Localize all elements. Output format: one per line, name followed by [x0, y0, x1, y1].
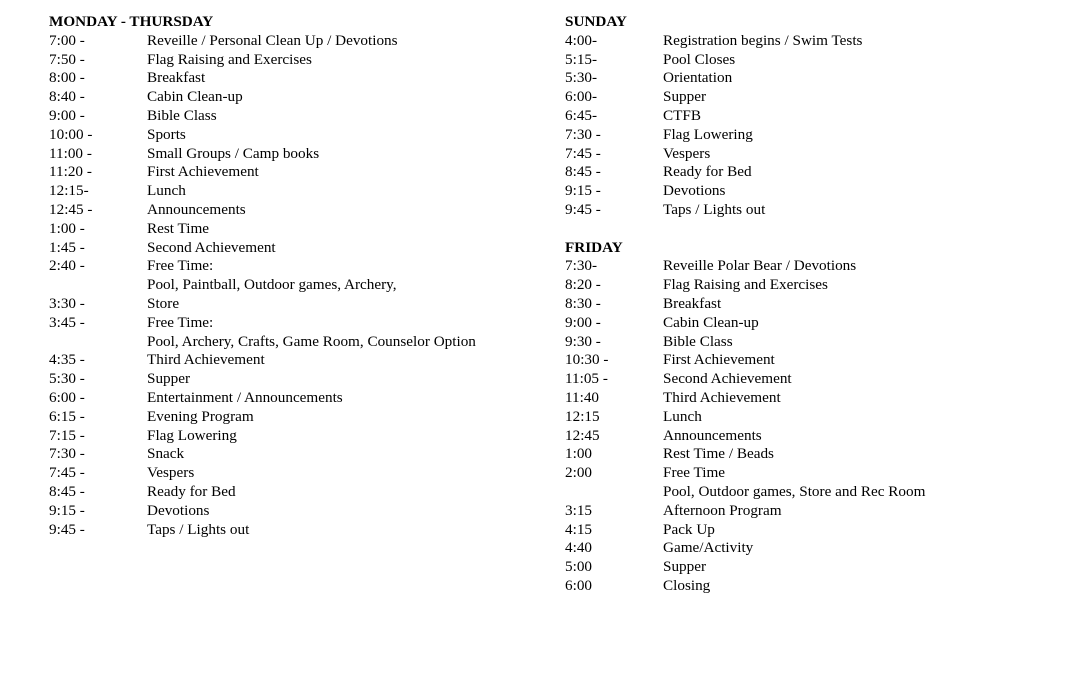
schedule-time: 5:00 — [565, 558, 593, 576]
schedule-time: 11:20 - — [49, 163, 92, 181]
schedule-time — [49, 333, 147, 352]
schedule-time: 12:15 — [565, 407, 600, 425]
schedule-row — [49, 370, 539, 389]
schedule-row — [565, 483, 1065, 502]
schedule-activity: Afternoon Program — [663, 501, 782, 519]
monday-thursday-schedule — [49, 32, 539, 540]
schedule-row — [49, 464, 539, 483]
schedule-time: 6:45- — [565, 106, 598, 124]
schedule-activity: Store — [147, 294, 180, 312]
schedule-activity: Rest Time — [147, 219, 210, 237]
schedule-time: 9:00 - — [565, 313, 601, 331]
schedule-activity: Rest Time / Beads — [663, 445, 774, 463]
schedule-time — [49, 276, 147, 295]
schedule-time: 9:15 - — [565, 182, 601, 200]
schedule-time: 8:00 - — [49, 69, 85, 87]
schedule-activity: Snack — [147, 445, 185, 463]
schedule-activity: Closing — [663, 576, 711, 594]
schedule-activity: Breakfast — [663, 294, 722, 312]
schedule-activity: Lunch — [663, 407, 702, 425]
schedule-row — [565, 502, 1065, 521]
schedule-time: 4:35 - — [49, 351, 85, 369]
sunday-friday-column — [565, 13, 1065, 596]
schedule-time: 7:50 - — [49, 50, 85, 68]
schedule-activity: Flag Raising and Exercises — [147, 50, 312, 68]
schedule-time: 9:45 - — [565, 200, 601, 218]
schedule-time: 7:15 - — [49, 426, 85, 444]
friday-heading: FRIDAY — [565, 238, 623, 256]
schedule-row — [49, 445, 539, 464]
schedule-activity: Entertainment / Announcements — [147, 388, 343, 406]
schedule-time: 11:05 - — [565, 370, 608, 388]
schedule-row — [565, 69, 1065, 88]
schedule-row — [49, 408, 539, 427]
schedule-activity: Devotions — [663, 182, 726, 200]
schedule-time: 5:30- — [565, 69, 598, 87]
schedule-time: 8:45 - — [565, 163, 601, 181]
schedule-activity: Sports — [147, 125, 186, 143]
schedule-row — [565, 201, 1065, 220]
schedule-row — [565, 539, 1065, 558]
schedule-time: 10:00 - — [49, 125, 93, 143]
schedule-activity: Ready for Bed — [663, 163, 752, 181]
schedule-row — [565, 370, 1065, 389]
schedule-activity: Third Achievement — [147, 351, 265, 369]
schedule-time: 9:45 - — [49, 520, 85, 538]
schedule-activity: Bible Class — [147, 106, 217, 124]
schedule-activity: Bible Class — [663, 332, 733, 350]
schedule-activity: Pool, Paintball, Outdoor games, Archery, — [147, 276, 397, 294]
schedule-time: 2:00 — [565, 464, 593, 482]
schedule-activity: Small Groups / Camp books — [147, 144, 320, 162]
schedule-row — [49, 483, 539, 502]
schedule-activity: Breakfast — [147, 69, 206, 87]
schedule-time: 9:30 - — [565, 332, 601, 350]
schedule-row — [565, 558, 1065, 577]
schedule-activity: Reveille Polar Bear / Devotions — [663, 257, 857, 275]
schedule-row — [49, 32, 539, 51]
schedule-activity: Flag Lowering — [147, 426, 237, 444]
schedule-row — [49, 88, 539, 107]
schedule-row — [49, 427, 539, 446]
schedule-activity: Free Time: — [147, 257, 214, 275]
schedule-activity: Supper — [147, 370, 191, 388]
schedule-time — [565, 483, 663, 502]
schedule-row — [49, 257, 539, 276]
schedule-time: 6:00- — [565, 88, 598, 106]
schedule-time: 7:00 - — [49, 31, 85, 49]
schedule-time: 7:45 - — [49, 464, 85, 482]
schedule-row — [565, 445, 1065, 464]
schedule-activity: Orientation — [663, 69, 733, 87]
schedule-activity: Third Achievement — [663, 388, 781, 406]
schedule-row — [49, 201, 539, 220]
schedule-time: 7:45 - — [565, 144, 601, 162]
schedule-activity: Free Time — [663, 464, 726, 482]
schedule-activity: Registration begins / Swim Tests — [663, 31, 863, 49]
schedule-row — [49, 314, 539, 333]
schedule-row — [49, 502, 539, 521]
schedule-time: 2:40 - — [49, 257, 85, 275]
schedule-time: 3:45 - — [49, 313, 85, 331]
schedule-row — [565, 408, 1065, 427]
schedule-time: 8:30 - — [565, 294, 601, 312]
schedule-time: 5:30 - — [49, 370, 85, 388]
schedule-row — [49, 239, 539, 258]
schedule-row — [49, 182, 539, 201]
schedule-time: 11:00 - — [49, 144, 92, 162]
schedule-row — [565, 163, 1065, 182]
schedule-time: 4:00- — [565, 31, 598, 49]
schedule-activity: Reveille / Personal Clean Up / Devotions — [147, 31, 398, 49]
schedule-activity: Second Achievement — [663, 370, 792, 388]
schedule-row — [565, 182, 1065, 201]
schedule-time: 8:20 - — [565, 276, 601, 294]
schedule-activity: Announcements — [663, 426, 762, 444]
schedule-time: 3:15 — [565, 501, 593, 519]
schedule-row — [565, 333, 1065, 352]
schedule-row — [565, 577, 1065, 596]
schedule-row — [49, 351, 539, 370]
schedule-activity: Cabin Clean-up — [147, 88, 243, 106]
schedule-row — [565, 88, 1065, 107]
schedule-activity: Game/Activity — [663, 539, 754, 557]
schedule-time: 7:30 - — [565, 125, 601, 143]
schedule-activity: Taps / Lights out — [663, 200, 766, 218]
schedule-time: 9:15 - — [49, 501, 85, 519]
schedule-row — [49, 51, 539, 70]
schedule-time: 6:00 — [565, 576, 593, 594]
schedule-activity: Free Time: — [147, 313, 214, 331]
schedule-row — [49, 69, 539, 88]
schedule-row — [49, 333, 539, 352]
schedule-activity: Flag Raising and Exercises — [663, 276, 828, 294]
monday-thursday-column — [49, 13, 539, 539]
schedule-activity: Pool, Outdoor games, Store and Rec Room — [663, 482, 926, 500]
schedule-time: 3:30 - — [49, 294, 85, 312]
schedule-time: 12:15- — [49, 182, 89, 200]
schedule-activity: Supper — [663, 88, 707, 106]
schedule-time: 12:45 — [565, 426, 600, 444]
schedule-activity: Pool Closes — [663, 50, 736, 68]
schedule-time: 12:45 - — [49, 200, 93, 218]
schedule-row — [49, 107, 539, 126]
schedule-row — [565, 464, 1065, 483]
schedule-time: 1:45 - — [49, 238, 85, 256]
schedule-row — [565, 51, 1065, 70]
schedule-activity: Cabin Clean-up — [663, 313, 759, 331]
schedule-row — [49, 145, 539, 164]
schedule-activity: Flag Lowering — [663, 125, 753, 143]
schedule-row — [565, 276, 1065, 295]
schedule-time: 11:40 — [565, 388, 600, 406]
schedule-row — [49, 126, 539, 145]
schedule-row — [565, 257, 1065, 276]
schedule-activity: CTFB — [663, 106, 701, 124]
schedule-row — [49, 389, 539, 408]
schedule-row — [565, 351, 1065, 370]
schedule-time: 6:15 - — [49, 407, 85, 425]
schedule-activity: Vespers — [663, 144, 711, 162]
schedule-time: 8:40 - — [49, 88, 85, 106]
schedule-time: 1:00 - — [49, 219, 85, 237]
schedule-activity: Pack Up — [663, 520, 715, 538]
schedule-time: 6:00 - — [49, 388, 85, 406]
schedule-row — [49, 521, 539, 540]
schedule-row — [565, 314, 1065, 333]
schedule-time: 8:45 - — [49, 482, 85, 500]
schedule-activity: Evening Program — [147, 407, 254, 425]
section-spacer — [565, 220, 1065, 239]
schedule-time: 4:40 — [565, 539, 593, 557]
sunday-heading: SUNDAY — [565, 13, 627, 30]
schedule-row — [565, 107, 1065, 126]
schedule-row — [565, 521, 1065, 540]
schedule-activity: First Achievement — [663, 351, 775, 369]
schedule-row — [565, 295, 1065, 314]
schedule-activity: First Achievement — [147, 163, 259, 181]
schedule-row — [49, 295, 539, 314]
schedule-time: 9:00 - — [49, 106, 85, 124]
schedule-activity: Lunch — [147, 182, 186, 200]
schedule-row — [565, 32, 1065, 51]
schedule-time: 10:30 - — [565, 351, 609, 369]
schedule-activity: Supper — [663, 558, 707, 576]
schedule-row — [565, 145, 1065, 164]
schedule-time: 4:15 — [565, 520, 593, 538]
schedule-row — [565, 126, 1065, 145]
schedule-activity: Vespers — [147, 464, 195, 482]
schedule-time: 1:00 — [565, 445, 593, 463]
schedule-activity: Taps / Lights out — [147, 520, 250, 538]
schedule-row — [49, 163, 539, 182]
friday-schedule — [565, 257, 1065, 595]
schedule-activity: Devotions — [147, 501, 210, 519]
schedule-activity: Second Achievement — [147, 238, 276, 256]
schedule-row — [49, 220, 539, 239]
schedule-row — [565, 389, 1065, 408]
schedule-activity: Announcements — [147, 200, 246, 218]
sunday-schedule — [565, 32, 1065, 220]
schedule-time: 5:15- — [565, 50, 598, 68]
schedule-activity: Ready for Bed — [147, 482, 236, 500]
schedule-row — [49, 276, 539, 295]
schedule-time: 7:30- — [565, 257, 598, 275]
schedule-time: 7:30 - — [49, 445, 85, 463]
schedule-activity: Pool, Archery, Crafts, Game Room, Counselor Option — [147, 332, 476, 350]
schedule-row — [565, 427, 1065, 446]
monday-thursday-heading: MONDAY - THURSDAY — [49, 13, 214, 30]
